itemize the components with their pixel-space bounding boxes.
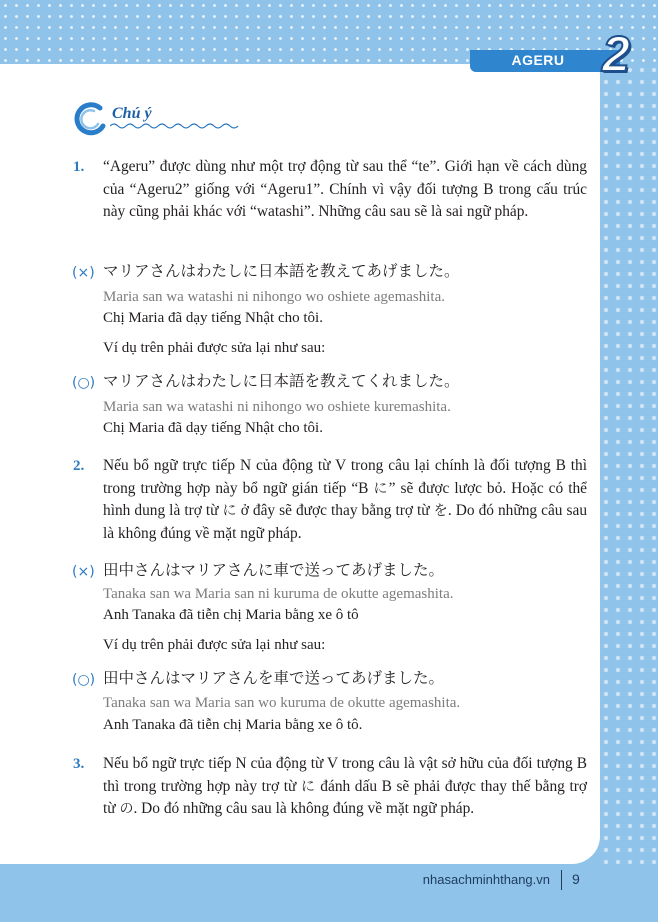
example-vietnamese: Anh Tanaka đã tiễn chị Maria bằng xe ô tô [103,607,359,623]
example-vietnamese: Anh Tanaka đã tiễn chị Maria bằng xe ô tô. [103,717,363,733]
item-text-2-part: . Do đó những câu sau là không đúng về mặt ngữ pháp. [103,502,588,542]
fix-label: Ví dụ trên phải được sửa lại như sau: [103,340,326,356]
note-heading [70,99,250,139]
particle-wo: を [433,503,448,519]
fix-label: Ví dụ trên phải được sửa lại như sau: [103,637,326,653]
swirl-c-icon [70,99,110,139]
wrong-mark: (×) [72,265,95,281]
dotted-side-band [600,64,658,864]
particle-no: の [119,801,134,817]
example-vietnamese: Chị Maria đã dạy tiếng Nhật cho tôi. [103,310,323,326]
wave-underline-icon [110,121,242,131]
example-japanese: 田中さんはマリアさんに車で送ってあげました。 [103,561,445,579]
example-japanese: マリアさんはわたしに日本語を教えてくれました。 [103,372,460,390]
chapter-number: 2 [602,26,630,82]
item-text-2 [103,455,587,545]
correct-mark: (○) [72,672,96,688]
item-text-2-part: Nếu bổ ngữ trực tiếp N của động từ V trong câu lại chính là đối tượng B thì trong trường hợp này bổ ngữ gián tiếp “B [103,457,587,497]
footer-website: nhasachminhthang.vn [422,872,550,887]
item-text-3-part: . Do đó những câu sau là không đúng về mặt ngữ pháp. [133,800,475,817]
example-vietnamese: Chị Maria đã dạy tiếng Nhật cho tôi. [103,420,323,436]
item-text-2-part: ” sẽ được lược bỏ. Hoặc có thể hình dung là trợ từ [103,479,588,519]
note-title: Chú ý [112,105,152,122]
chapter-title: AGERU [511,52,565,68]
example-romaji: Tanaka san wa Maria san ni kuruma de okutte agemashita. [103,586,454,602]
particle-ni: に [373,480,389,497]
example-japanese: マリアさんはわたしに日本語を教えてあげました。 [103,262,460,280]
item-number-3: 3. [73,756,85,772]
item-text-3 [103,753,587,821]
correct-mark: (○) [72,375,96,391]
example-romaji: Tanaka san wa Maria san wo kuruma de okutte agemashita. [103,695,461,711]
footer-divider [561,870,562,890]
example-romaji: Maria san wa watashi ni nihongo wo oshiete agemashita. [103,289,445,305]
item-number-1: 1. [73,159,85,175]
item-number-2: 2. [73,458,85,474]
wrong-mark: (×) [72,564,95,580]
example-japanese: 田中さんはマリアさんを車で送ってあげました。 [103,669,445,687]
item-text-1: “Ageru” được dùng như một trợ động từ sau thể “te”. Giới hạn về cách dùng của “Ageru2” giống với “Ageru1”. Chính vì vậy đối tượng B trong cấu trúc này cũng phải khác với “watashi”. Những câu sau sẽ là sai ngữ pháp. [103,158,587,220]
particle-ni: に [300,778,316,795]
page-number: 9 [572,871,580,887]
example-romaji: Maria san wa watashi ni nihongo wo oshiete kuremashita. [103,399,451,415]
item-text-2-part: ở đây sẽ được thay bằng trợ từ [236,502,434,519]
particle-ni: に [222,503,237,519]
item-text-3-part: Nếu bổ ngữ trực tiếp N của động từ V trong câu là vật sở hữu của đối tượng B thì trong trường hợp này trợ từ [103,755,587,795]
item-text-3-part: đánh dấu B sẽ phải được thay thế bằng trợ từ [103,777,587,817]
